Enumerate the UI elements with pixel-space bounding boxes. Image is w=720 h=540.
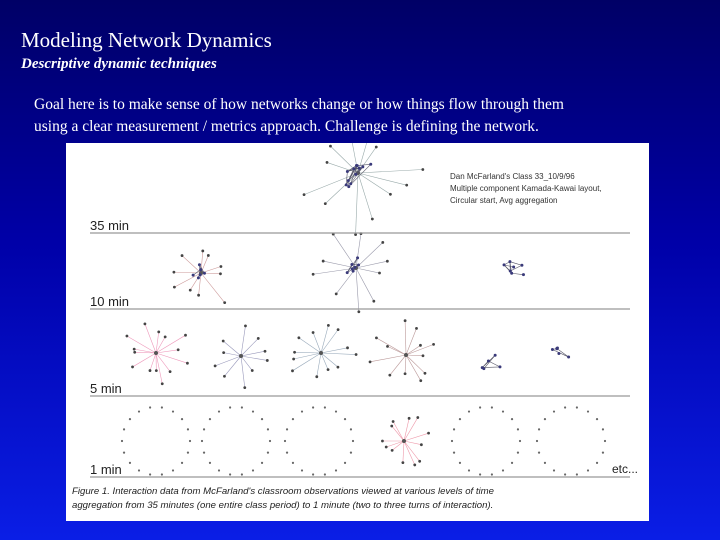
net-1min-d-node [401,461,404,464]
net-1min-b-node [203,452,205,454]
slide-title: Modeling Network Dynamics [21,28,272,52]
net-1min-a-node [161,473,163,475]
net-5min-d-edge [390,355,406,375]
net-1min-b-node [229,473,231,475]
net-10min-a-core-node [199,268,202,271]
net-1min-d-edge [386,441,404,447]
net-5min-d-node [419,379,422,382]
net-1min-d-hub [402,439,406,443]
net-10min-b-edge [356,261,387,268]
net-1min-f-node [544,418,546,420]
net-5min-a-node [133,351,136,354]
net-35min-node [303,193,306,196]
net-10min-b-node [378,272,381,275]
net-1min-d-node [416,416,419,419]
etc-label: etc... [612,462,639,476]
net-1min-b-node [201,440,203,442]
net-5min-d-node [404,372,407,375]
net-10min-a-node [181,254,184,257]
net-1min-e-node [453,428,455,430]
net-5min-f-node [551,348,554,351]
net-1min-d-node [420,443,423,446]
net-10min-a-core-node [203,272,206,275]
net-1min-a-node [123,428,125,430]
net-5min-e-node [494,354,497,357]
net-10min-a-node [223,301,226,304]
net-5min-b-node [266,359,269,362]
net-5min-a-node [184,334,187,337]
net-5min-a-hub [154,351,158,355]
net-1min-d-edge [392,426,404,441]
net-35min-core-node [358,167,361,170]
net-1min-d-node [392,420,395,423]
net-5min-b-node [222,351,225,354]
net-1min-c-node [335,469,337,471]
net-1min-b-node [269,440,271,442]
net-35min-node [389,193,392,196]
net-1min-d-node [381,440,384,443]
net-5min-c-edge [321,330,338,353]
net-1min-f-node [536,440,538,442]
net-5min-b-node [214,364,217,367]
net-10min-a-node [173,286,176,289]
net-5min-d-edge [405,355,406,374]
net-5min-a-edge [133,353,156,367]
net-5min-d-node [386,345,389,348]
net-1min-d-node [385,446,388,449]
net-1min-c-node [344,462,346,464]
net-5min-b-edge [241,356,267,360]
net-1min-d-node [390,425,393,428]
net-5min-a-node [177,348,180,351]
net-35min-edge [358,173,390,194]
net-1min-f-node [553,410,555,412]
row-label-1: 1 min [90,462,122,477]
net-1min-a-node [149,406,151,408]
net-5min-d-node [415,327,418,330]
net-35min-node [354,233,357,236]
net-35min-core-node [347,185,350,188]
net-1min-c-node [312,473,314,475]
net-10min-b-core-node [353,266,356,269]
net-1min-e-node [479,473,481,475]
net-1min-c-node [301,410,303,412]
net-5min-f-node [555,347,558,350]
net-5min-c-node [327,324,330,327]
net-5min-d-node [375,336,378,339]
body-line-1: Goal here is to make sense of how networks change or how things flow through them [34,96,564,113]
net-1min-a-node [172,410,174,412]
net-5min-b-node [264,350,267,353]
net-1min-d-edge [404,418,409,441]
net-10min-c-node [508,260,511,263]
net-1min-b-node [267,452,269,454]
net-35min-core-node [361,165,364,168]
net-10min-b-node [381,241,384,244]
net-35min-core-node [347,179,350,182]
net-1min-e-node [459,418,461,420]
net-5min-a-node [133,348,136,351]
net-1min-e-node [511,462,513,464]
net-5min-c-edge [292,353,321,371]
net-1min-b-node [267,428,269,430]
net-1min-c-node [286,452,288,454]
net-5min-e-node [498,365,501,368]
net-5min-c-node [297,336,300,339]
net-5min-a-node [157,330,160,333]
net-1min-e-node [479,406,481,408]
net-1min-e-node [491,473,493,475]
net-1min-c-node [286,428,288,430]
net-1min-a-node [123,452,125,454]
net-5min-b-hub [239,354,243,358]
net-35min-core-node [369,163,372,166]
net-10min-a-node [201,250,204,253]
net-1min-b-node [241,473,243,475]
net-10min-b-core-node [357,264,360,267]
net-10min-b-node [335,292,338,295]
net-5min-d-node [424,372,427,375]
net-1min-a-node [129,418,131,420]
net-5min-a-edge [156,332,159,353]
net-1min-f-node [576,473,578,475]
net-1min-a-node [189,440,191,442]
net-10min-c-node [503,263,506,266]
net-5min-c-edge [299,338,321,353]
figure-caption-line-2: aggregation from 35 minutes (one entire class period) to 1 minute (two to three turns of interaction). [72,500,494,511]
net-1min-c-node [335,410,337,412]
net-10min-a-node [219,272,222,275]
net-1min-d-node [408,417,411,420]
net-10min-c-edge [510,262,522,266]
net-10min-c-edge [510,265,522,271]
net-35min-core-node [345,183,348,186]
net-5min-d-node [419,344,422,347]
net-5min-a-edge [150,353,156,371]
net-1min-b-node [209,462,211,464]
net-10min-b-edge [356,268,379,273]
figure-header-line-2: Multiple component Kamada-Kawai layout, [450,184,602,193]
net-1min-b-node [229,406,231,408]
net-1min-c-node [312,406,314,408]
net-10min-c-node [512,266,515,269]
net-35min-node [326,161,329,164]
net-5min-f-edge [552,350,568,358]
net-5min-a-edge [156,350,178,353]
net-1min-c-node [324,473,326,475]
net-1min-c-node [350,452,352,454]
net-1min-c-node [352,440,354,442]
net-10min-a-node [207,254,210,257]
net-5min-b-edge [223,341,241,356]
net-1min-e-node [491,406,493,408]
net-10min-c-node [510,272,513,275]
net-10min-a-core-node [198,263,201,266]
net-1min-e-node [502,469,504,471]
net-5min-b-edge [224,353,241,356]
net-10min-b-edge [333,234,356,268]
network-figure-graphic [66,143,649,521]
net-10min-b-node [386,260,389,263]
net-10min-a-core-node [197,276,200,279]
net-1min-f-node [576,406,578,408]
net-10min-a-node [189,289,192,292]
net-10min-b-edge [356,268,359,312]
net-10min-b-core-node [352,270,355,273]
net-5min-c-edge [321,353,338,367]
net-5min-c-node [293,351,296,354]
slide-subtitle: Descriptive dynamic techniques [21,56,217,72]
net-1min-e-node [459,462,461,464]
net-1min-e-node [502,410,504,412]
net-1min-e-node [517,452,519,454]
net-5min-b-node [222,340,225,343]
net-1min-b-node [203,428,205,430]
net-5min-a-node [161,382,164,385]
net-1min-f-node [587,410,589,412]
net-5min-c-node [337,366,340,369]
net-5min-d-node [388,374,391,377]
net-35min-node [324,202,327,205]
net-10min-b-node [312,273,315,276]
net-1min-a-node [161,406,163,408]
net-1min-e-node [519,440,521,442]
net-1min-b-node [218,410,220,412]
net-1min-a-node [149,473,151,475]
net-5min-a-edge [156,353,187,363]
net-5min-e-edge [488,361,500,367]
net-1min-f-node [553,469,555,471]
net-5min-f-node [567,356,570,359]
net-5min-d-edge [376,338,406,355]
net-35min-edge [358,173,372,219]
net-10min-b-node [372,300,375,303]
net-10min-a-edge [201,273,225,303]
net-10min-b-core-node [350,263,353,266]
net-35min-node [405,184,408,187]
net-1min-b-node [261,462,263,464]
net-35min-node [329,145,332,148]
net-35min-core-node [349,182,352,185]
net-10min-a-core-node [192,274,195,277]
net-5min-c-edge [321,325,328,353]
net-1min-d-node [413,464,416,467]
slide-body [34,94,694,138]
net-1min-a-node [138,410,140,412]
body-line-2: using a clear measurement / metrics approach. Challenge is defining the network. [34,118,539,135]
net-5min-d-hub [404,353,408,357]
net-35min-edge [358,173,407,185]
net-10min-b-core-node [356,256,359,259]
net-1min-b-node [209,418,211,420]
net-1min-a-node [121,440,123,442]
net-5min-b-node [251,369,254,372]
net-10min-b-edge [356,234,361,268]
net-1min-d-edge [403,441,404,463]
net-1min-e-node [511,418,513,420]
net-1min-f-node [564,406,566,408]
net-5min-d-edge [406,355,423,356]
net-1min-e-node [468,410,470,412]
net-5min-d-node [369,360,372,363]
net-1min-c-node [344,418,346,420]
net-35min-edge [356,173,358,235]
net-1min-f-node [596,462,598,464]
net-10min-b-core-node [346,271,349,274]
net-5min-b-node [243,386,246,389]
net-5min-c-node [291,369,294,372]
figure-caption-line-1: Figure 1. Interaction data from McFarland's classroom observations viewed at various levels of time [72,486,495,497]
net-5min-c-edge [321,353,356,355]
net-5min-d-edge [406,355,421,381]
net-1min-a-node [172,469,174,471]
net-35min-edge [358,169,423,173]
net-5min-d-edge [406,355,425,373]
net-5min-c-edge [294,353,321,359]
net-5min-c-node [327,368,330,371]
net-5min-d-node [404,319,407,322]
net-35min-core-node [354,173,357,176]
net-1min-f-node [587,469,589,471]
net-1min-a-node [181,418,183,420]
net-1min-b-node [241,406,243,408]
net-5min-d-edge [406,328,417,355]
net-35min-core-node [352,167,355,170]
net-5min-c-edge [321,348,348,353]
net-35min-core-node [346,170,349,173]
net-5min-d-node [432,343,435,346]
net-1min-c-node [301,469,303,471]
net-5min-c-edge [321,353,328,370]
net-5min-e-node [487,359,490,362]
net-5min-c-edge [295,352,321,353]
net-1min-e-node [468,469,470,471]
net-1min-a-node [138,469,140,471]
row-label-5: 5 min [90,381,122,396]
net-5min-a-node [149,369,152,372]
net-35min-node [421,168,424,171]
network-figure [66,143,649,521]
net-1min-f-node [564,473,566,475]
net-1min-d-edge [392,441,404,450]
net-5min-c-node [346,346,349,349]
net-5min-a-node [131,366,134,369]
net-1min-b-node [218,469,220,471]
net-1min-f-node [602,428,604,430]
net-1min-b-node [252,410,254,412]
net-5min-e-node [482,367,485,370]
net-5min-c-node [337,328,340,331]
net-1min-c-node [292,418,294,420]
net-1min-c-node [350,428,352,430]
net-5min-c-node [312,331,315,334]
net-1min-f-node [604,440,606,442]
net-10min-a-node [197,294,200,297]
net-5min-c-node [292,358,295,361]
net-10min-a-edge [174,273,201,287]
figure-header-line-1: Dan McFarland's Class 33_10/9/96 [450,172,575,181]
net-10min-b-node [322,260,325,263]
net-10min-a-node [220,265,223,268]
net-1min-e-node [453,452,455,454]
net-5min-c-hub [319,351,323,355]
net-5min-b-node [223,375,226,378]
net-1min-b-node [252,469,254,471]
row-label-10: 10 min [90,294,130,309]
net-1min-b-node [261,418,263,420]
net-5min-d-edge [370,355,406,362]
net-5min-c-node [315,375,318,378]
net-1min-f-node [544,462,546,464]
net-1min-a-node [187,452,189,454]
net-5min-a-node [169,370,172,373]
net-5min-a-node [126,335,129,338]
net-1min-f-node [596,418,598,420]
net-5min-b-node [257,337,260,340]
net-1min-f-node [538,452,540,454]
net-1min-f-node [602,452,604,454]
net-10min-b-edge [356,242,383,268]
net-5min-a-node [186,362,189,365]
row-label-35: 35 min [90,218,130,233]
net-5min-b-edge [241,326,245,356]
figure-header-line-3: Circular start, Avg aggregation [450,196,558,205]
net-10min-b-node [357,310,360,313]
net-1min-c-node [324,406,326,408]
net-5min-a-node [155,369,158,372]
net-1min-d-node [391,449,394,452]
net-5min-a-node [144,322,147,325]
net-10min-c-node [522,273,525,276]
net-5min-c-node [355,353,358,356]
net-35min-node [371,218,374,221]
net-5min-d-node [422,354,425,357]
net-5min-c-edge [317,353,321,377]
net-1min-c-node [292,462,294,464]
net-35min-core-node [356,164,359,167]
net-5min-a-edge [145,324,156,353]
net-10min-c-node [520,264,523,267]
net-1min-d-node [427,432,430,435]
net-5min-a-node [164,335,167,338]
net-10min-a-core-node [199,273,202,276]
net-35min-node [375,146,378,149]
net-1min-f-node [538,428,540,430]
net-10min-a-node [173,271,176,274]
net-10min-c-edge [512,273,524,274]
net-1min-a-node [129,462,131,464]
net-1min-d-edge [393,421,404,441]
net-1min-e-node [451,440,453,442]
net-5min-a-edge [156,335,186,353]
net-5min-f-node [557,352,560,355]
net-5min-d-edge [405,321,406,355]
net-1min-a-node [187,428,189,430]
net-1min-c-node [284,440,286,442]
net-5min-b-edge [241,356,245,388]
net-10min-b-edge [356,268,374,301]
net-5min-b-node [244,324,247,327]
net-1min-e-node [517,428,519,430]
net-1min-a-node [181,462,183,464]
net-1min-d-node [418,460,421,463]
